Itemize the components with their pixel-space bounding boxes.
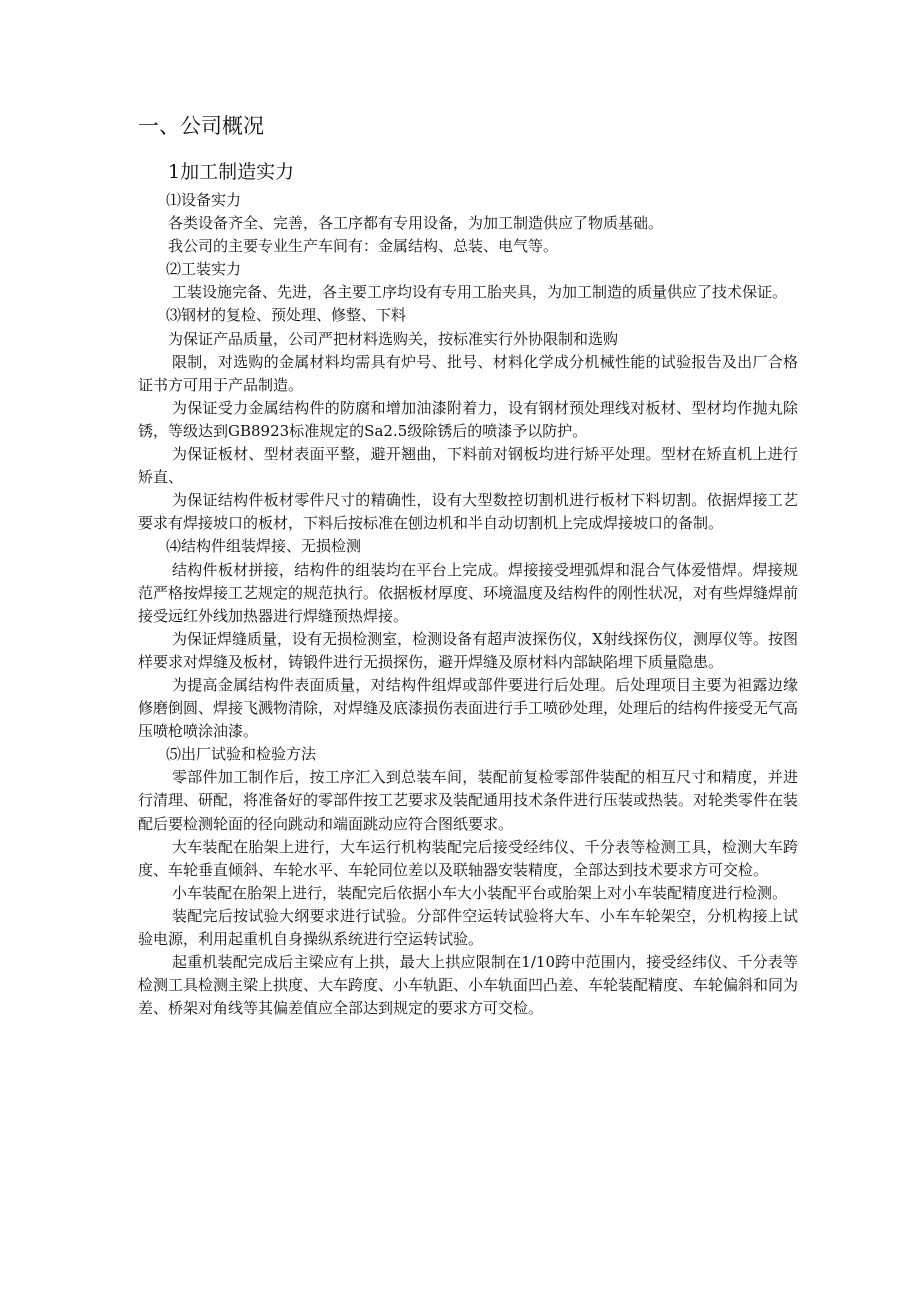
item-title-equipment: ⑴设备实力 <box>166 191 242 209</box>
paragraph: 限制，对选购的金属材料均需具有炉号、批号、材料化学成分机械性能的试验报告及出厂合格证书方可用于产品制造。 <box>138 352 798 394</box>
paragraph: 为保证板材、型材表面平整，避开翘曲，下料前对钢板均进行矫平处理。型材在矫直机上进行矫直、 <box>138 445 798 487</box>
paragraph: 各类设备齐全、完善，各工序都有专用设备，为加工制造供应了物质基础。 <box>168 214 664 233</box>
paragraph: 为提高金属结构件表面质量，对结构件组焊或部件要进行后处理。后处理项目主要为袒露边缘修磨倒圆、焊接飞溅物清除，对焊缝及底漆损伤表面进行手工喷砂处理，处理后的结构件接受无气高压喷枪喷涂油漆。 <box>138 675 799 741</box>
document-body <box>138 189 798 1020</box>
subsection-heading: 1加工制造实力 <box>168 161 295 183</box>
item-title-steel: ⑶钢材的复检、预处理、修整、下料 <box>166 306 407 325</box>
paragraph: 大车装配在胎架上进行，大车运行机构装配完后接受经纬仪、千分表等检测工具，检测大车跨度、车轮垂直倾斜、车轮水平、车轮同位差以及联轴器安装精度，全部达到技术要求方可交检。 <box>138 837 798 879</box>
paragraph: 为保证受力金属结构件的防腐和增加油漆附着力，设有钢材预处理线对板材、型材均作抛丸除锈，等级达到GB8923标准规定的Sa2.5级除锈后的喷漆予以防护。 <box>138 398 798 440</box>
paragraph: 为保证焊缝质量，设有无损检测室，检测设备有超声波探伤仪，X射线探伤仪，测厚仪等。按图样要求对焊缝及板材，铸锻件进行无损探伤，避开焊缝及原材料内部缺陷埋下质量隐患。 <box>138 629 798 671</box>
paragraph: 结构件板材拼接，结构件的组装均在平台上完成。焊接接受埋弧焊和混合气体爱惜焊。焊接规范严格按焊接工艺规定的规范执行。依据板材厚度、环境温度及结构件的刚性状况，对有些焊缝焊前接受远红外线加热器进行焊缝预热焊接。 <box>138 560 799 625</box>
paragraph: 装配完后按试验大纲要求进行试验。分部件空运转试验将大车、小车车轮架空，分机构接上试验电源，利用起重机自身操纵系统进行空运转试验。 <box>138 906 798 948</box>
paragraph: 我公司的主要专业生产车间有：金属结构、总装、电气等。 <box>168 237 559 256</box>
paragraph: 零部件加工制作后，按工序汇入到总装车间，装配前复检零部件装配的相互尺寸和精度，并进行清理、研配，将准备好的零部件按工艺要求及装配通用技术条件进行压装或热装。对轮类零件在装配后要检测轮面的径向跳动和端面跳动应符合图纸要求。 <box>138 768 799 833</box>
paragraph: 为保证结构件板材零件尺寸的精确性，设有大型数控切割机进行板材下料切割。依据焊接工艺要求有焊接坡口的板材，下料后按标准在刨边机和半自动切割机上完成焊接坡口的备制。 <box>138 491 798 533</box>
paragraph: 起重机装配完成后主梁应有上拱，最大上拱应限制在1/10跨中范围内，接受经纬仪、千分表等检测工具检测主梁上拱度、大车跨度、小车轨距、小车轨面凹凸差、车轮装配精度、车轮偏斜和同为差、桥架对角线等其偏差值应全部达到规定的要求方可交检。 <box>138 953 799 1018</box>
item-title-welding: ⑷结构件组装焊接、无损检测 <box>166 537 362 556</box>
paragraph: 小车装配在胎架上进行，装配完后依据小车大小装配平台或胎架上对小车装配精度进行检测。 <box>172 883 788 902</box>
item-title-tooling: ⑵工装实力 <box>166 260 242 279</box>
item-title-testing: ⑸出厂试验和检验方法 <box>166 745 317 764</box>
section-heading: 一、公司概况 <box>138 114 264 138</box>
paragraph: 工装设施完备、先进，各主要工序均设有专用工胎夹具，为加工制造的质量供应了技术保证。 <box>172 283 788 302</box>
paragraph: 为保证产品质量，公司严把材料选购关，按标准实行外协限制和选购 <box>168 329 619 348</box>
